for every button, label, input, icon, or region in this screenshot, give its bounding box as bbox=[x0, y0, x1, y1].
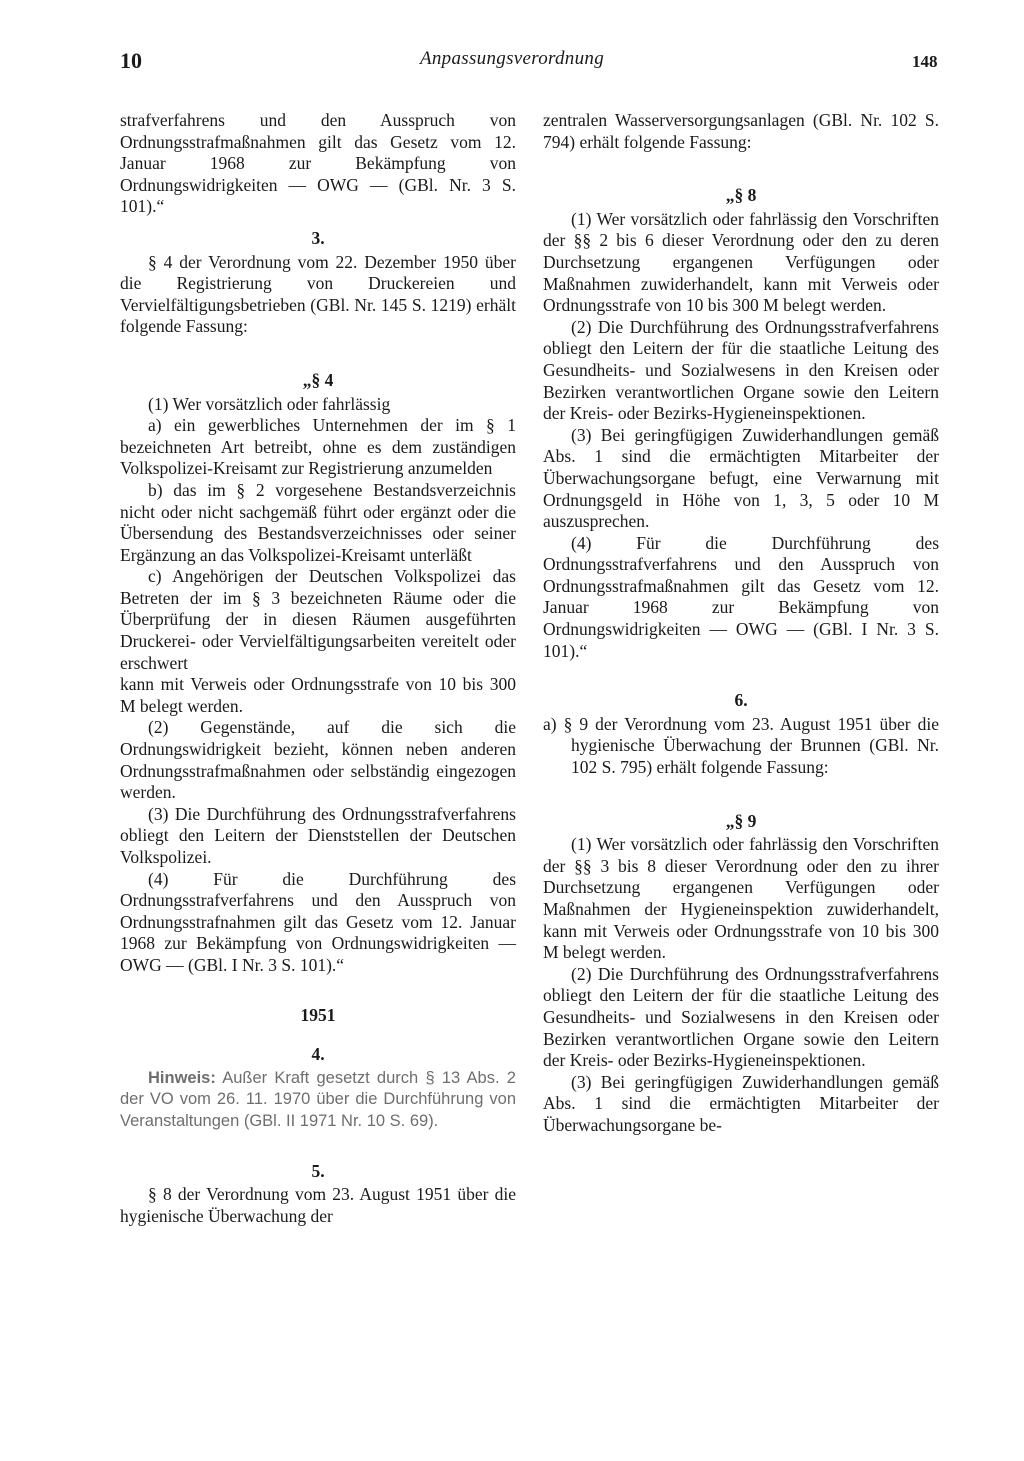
hinweis-label: Hinweis: bbox=[148, 1068, 216, 1087]
section-8-para-3: (3) Bei geringfügigen Zuwiderhandlungen gemäß Abs. 1 sind die ermächtigten Mitarbeiter der Überwachungsorgane befugt, eine Verwarnung mit Ordnungsgeld in Höhe von 1, 3, 5 oder 10 M auszusprechen. bbox=[543, 424, 939, 532]
section-8-para-4: (4) Für die Durchführung des Ordnungsstrafverfahrens und den Ausspruch von Ordnungsstrafmaßnahmen gilt das Gesetz vom 12. Januar 1968 zur Bekämpfung von Ordnungswidrigkeiten — OWG — (GBl. I Nr. 3 S. 101).“ bbox=[543, 532, 939, 661]
section-8-para-2: (2) Die Durchführung des Ordnungsstrafverfahrens obliegt den Leitern der für die staatliche Leitung des Gesundheits- und Sozialwesens in den Kreisen oder Bezirken verantwortlichen Organe sowie den Leitern der Kreis- oder Bezirks-Hygieneinspektionen. bbox=[543, 316, 939, 424]
hinweis-note bbox=[120, 1068, 516, 1133]
section-4-item-a: a) ein gewerbliches Unternehmen der im § 1 bezeichneten Art betreibt, ohne es dem zuständigen Volkspolizei-Kreisamt zur Registrierung anzumelden bbox=[120, 415, 516, 479]
page-number: 148 bbox=[912, 52, 938, 71]
section-heading-9: „§ 9 bbox=[725, 810, 757, 831]
item-number-6: 6. bbox=[734, 690, 748, 711]
right-column bbox=[543, 110, 939, 1137]
left-column bbox=[120, 110, 516, 1227]
section-4-para-3: (3) Die Durchführung des Ordnungsstrafverfahrens obliegt den Leitern der Dienststellen der Deutschen Volkspolizei. bbox=[120, 803, 516, 867]
section-4-para-1: (1) Wer vorsätzlich oder fahrlässig bbox=[148, 393, 391, 414]
section-4-para-4: (4) Für die Durchführung des Ordnungsstrafverfahrens und den Ausspruch von Ordnungsstrafnahmen gilt das Gesetz vom 12. Januar 1968 zur Bekämpfung von Ordnungswidrigkeiten — OWG — (GBl. I Nr. 3 S. 101).“ bbox=[120, 868, 516, 975]
running-title: Anpassungsverordnung bbox=[419, 48, 605, 69]
item-number-4: 4. bbox=[311, 1044, 325, 1065]
section-9-para-2: (2) Die Durchführung des Ordnungsstrafverfahrens obliegt den Leitern der für die staatliche Leitung des Gesundheits- und Sozialwesens in den Kreisen oder Bezirken verantwortlichen Organe sowie den Leitern der Kreis- oder Bezirks-Hygieneinspektionen. bbox=[543, 963, 939, 1071]
section-4-penalty: kann mit Verweis oder Ordnungsstrafe von 10 bis 300 M belegt werden. bbox=[120, 674, 516, 716]
section-9-para-3: (3) Bei geringfügigen Zuwiderhandlungen gemäß Abs. 1 sind die ermächtigten Mitarbeiter der Überwachungsorgane be- bbox=[543, 1071, 939, 1135]
chapter-number: 10 bbox=[120, 48, 142, 73]
section-heading-4: „§ 4 bbox=[302, 369, 334, 390]
item-number-3: 3. bbox=[311, 227, 325, 248]
year-heading: 1951 bbox=[300, 1004, 336, 1025]
section-4-item-c: c) Angehörigen der Deutschen Volkspolizei das Betreten der im § 3 bezeichneten Räume oder die Überprüfung der in diesen Räumen ausgeführten Druckerei- oder Vervielfältigungsarbeiten vereitelt oder erschwert bbox=[120, 566, 516, 673]
item-6a-paragraph: a) § 9 der Verordnung vom 23. August 1951 über die hygienische Überwachung der Brunnen (GBl. Nr. 102 S. 795) erhält folgende Fassung: bbox=[543, 713, 939, 778]
section-4-para-2: (2) Gegenstände, auf die sich die Ordnungswidrigkeit bezieht, können neben anderen Ordnungsstrafmaßnahmen oder selbständig eingezogen werden. bbox=[120, 717, 516, 803]
intro-paragraph: strafverfahrens und den Ausspruch von Ordnungsstrafmaßnahmen gilt das Gesetz vom 12. Januar 1968 zur Bekämpfung von Ordnungswidrigkeiten — OWG — (GBl. Nr. 3 S. 101).“ bbox=[120, 110, 516, 217]
item-number-5: 5. bbox=[311, 1160, 325, 1181]
section-8-para-1: (1) Wer vorsätzlich oder fahrlässig den Vorschriften der §§ 2 bis 6 dieser Verordnung oder den zu deren Durchsetzung ergangenen Verfügungen oder Maßnahmen zuwiderhandelt, kann mit Verweis oder Ordnungsstrafe von 10 bis 300 M belegt werden. bbox=[543, 208, 939, 316]
item-3-paragraph: § 4 der Verordnung vom 22. Dezember 1950 über die Registrierung von Druckereien und Vervielfältigungsbetrieben (GBl. Nr. 145 S. 1219) erhält folgende Fassung: bbox=[120, 251, 516, 337]
item-5-paragraph: § 8 der Verordnung vom 23. August 1951 über die hygienische Überwachung der bbox=[120, 1184, 516, 1226]
section-9-para-1: (1) Wer vorsätzlich oder fahrlässig den Vorschriften der §§ 3 bis 8 dieser Verordnung oder den zu ihrer Durchsetzung ergangenen Verfügungen oder Maßnahmen der Hygieneinspektion zuwiderhandelt, kann mit Verweis oder Ordnungsstrafe von 10 bis 300 M belegt werden. bbox=[543, 834, 939, 963]
section-heading-8: „§ 8 bbox=[725, 185, 757, 206]
hinweis-text: Außer Kraft gesetzt durch § 13 Abs. 2 der VO vom 26. 11. 1970 über die Durchführung von Veranstaltungen (GBl. II 1971 Nr. 10 S. 69). bbox=[120, 1068, 516, 1130]
section-4-item-b: b) das im § 2 vorgesehene Bestandsverzeichnis nicht oder nicht sachgemäß führt oder ergänzt oder die Übersendung des Bestandsverzeichnisses oder seiner Ergänzung an das Volkspolizei-Kreisamt unterläßt bbox=[120, 479, 516, 565]
continued-paragraph: zentralen Wasserversorgungsanlagen (GBl. Nr. 102 S. 794) erhält folgende Fassung: bbox=[543, 110, 939, 152]
